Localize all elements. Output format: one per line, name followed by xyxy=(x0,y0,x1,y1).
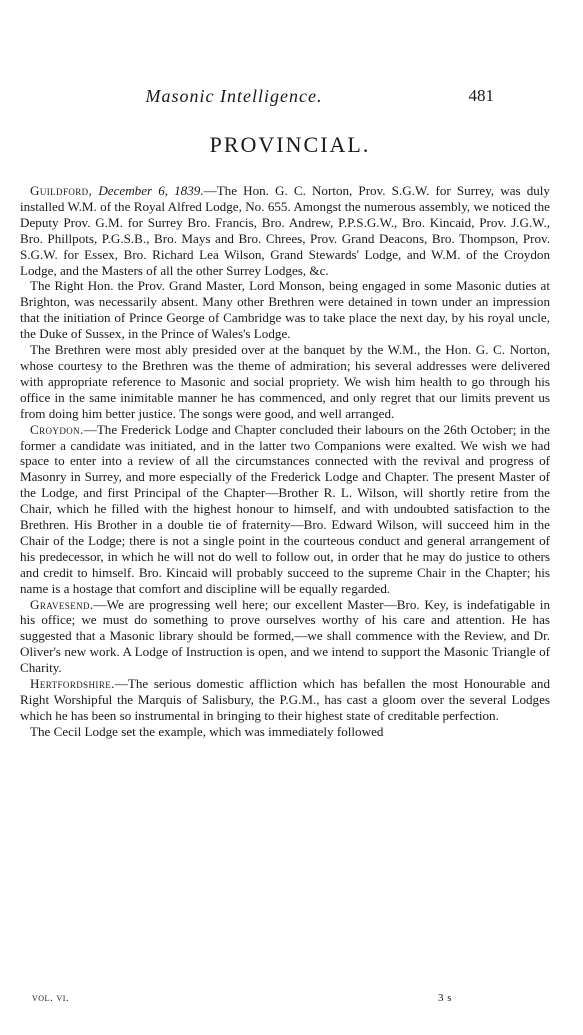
paragraph-text: —The Hon. G. C. Norton, Prov. S.G.W. for Surrey, was duly installed W.M. of the Royal Alfred Lodge, No. 655. Amongst the numerous assembly, we noticed the Deputy Prov. G.M. for Surrey Bro. Francis, Bro. Andrew, P.P.S.G.W., Bro. Kincaid, Prov. J.G.W., Bro. Phillpots, P.G.S.B., Bro. Mays and Bro. Chrees, Prov. Grand Deacons, Bro. Thompson, Prov. S.G.W. for Essex, Bro. Richard Lea Wilson, Grand Stewards' Lodge, and W.M. of the Croydon Lodge, and the Masters of all the other Surrey Lodges, &c. xyxy=(20,183,550,278)
paragraph-text: The Cecil Lodge set the example, which was immediately followed xyxy=(30,723,384,739)
paragraph-croydon xyxy=(20,422,550,597)
place-name: Guildford, xyxy=(30,183,93,198)
paragraph-guildford xyxy=(20,183,550,278)
paragraph-hertfordshire xyxy=(20,676,550,724)
paragraph-text: The Brethren were most ably presided over at the banquet by the W.M., the Hon. G. C. Norton, whose courtesy to the Brethren was the theme of admiration; his several addresses were delivered with appropriate reference to Masonic and social propriety. We wish him health to go through his office in the same inimitable manner he has commenced, and only regret that our limits prevent us from doing him better justice. The songs were good, and well arranged. xyxy=(20,342,550,421)
running-title: Masonic Intelligence. xyxy=(145,86,323,106)
running-head xyxy=(24,86,494,108)
article-body xyxy=(20,183,550,740)
paragraph-cecil-lodge xyxy=(20,724,550,740)
place-name: Croydon. xyxy=(30,421,84,437)
volume-label: vol. vi. xyxy=(32,992,70,1004)
signature-mark: 3 s xyxy=(437,992,452,1004)
dateline: December 6, 1839. xyxy=(98,183,204,198)
paragraph-text: —The serious domestic affliction which has befallen the most Honourable and Right Worshipful the Marquis of Salisbury, the P.G.M., has cast a gloom over the several Lodges which he has been so instrumental in bringing to their highest state of creditable perfection. xyxy=(20,676,550,723)
page-footer xyxy=(32,992,452,1008)
paragraph-text: The Right Hon. the Prov. Grand Master, Lord Monson, being engaged in some Masonic duties at Brighton, was necessarily absent. Many other Brethren were detained in town under an impression that the initiation of Prince George of Cambridge was to take place the next day, by his royal uncle, the Duke of Sussex, in the Prince of Wales's Lodge. xyxy=(20,278,550,342)
place-name: Hertfordshire. xyxy=(30,676,115,692)
page-number: 481 xyxy=(468,86,494,105)
section-heading: PROVINCIAL. xyxy=(209,132,371,157)
paragraph-gravesend xyxy=(20,597,550,677)
paragraph-monson xyxy=(20,278,550,342)
paragraph-text: —We are progressing well here; our excellent Master—Bro. Key, is indefatigable in his office; we must do something to prove ourselves worthy of his care and attention. He has suggested that a Masonic library should be formed,—we shall commence with the Review, and Dr. Oliver's new work. A Lodge of Instruction is open, and we intend to support the Masonic Triangle of Charity. xyxy=(20,596,550,676)
place-name: Gravesend. xyxy=(30,596,94,612)
paragraph-text: —The Frederick Lodge and Chapter concluded their labours on the 26th October; in the former a candidate was initiated, and in the latter two Companions were exalted. We wish we had space to enter into a review of all the circumstances connected with the revival and progress of Masonry in Surrey, and more especially of the Frederick Lodge and Chapter. The present Master of the Lodge, and first Principal of the Chapter—Brother R. L. Wilson, will shortly retire from the Chair, which he filled with the highest honour to himself, and with undoubted satisfaction to the Brethren. His Brother in a double tie of fraternity—Bro. Edward Wilson, will succeed him in the Chair of the Lodge; there is not a single point in the courteous conduct and general arrangement of his predecessor, in which he will not do well to follow out, in order that he may do justice to others and credit to himself. Bro. Kincaid will probably succeed to the supreme Chair in the Chapter; his name is a hostage that comfort and discipline will be equally regarded. xyxy=(20,421,550,596)
paragraph-banquet xyxy=(20,342,550,422)
